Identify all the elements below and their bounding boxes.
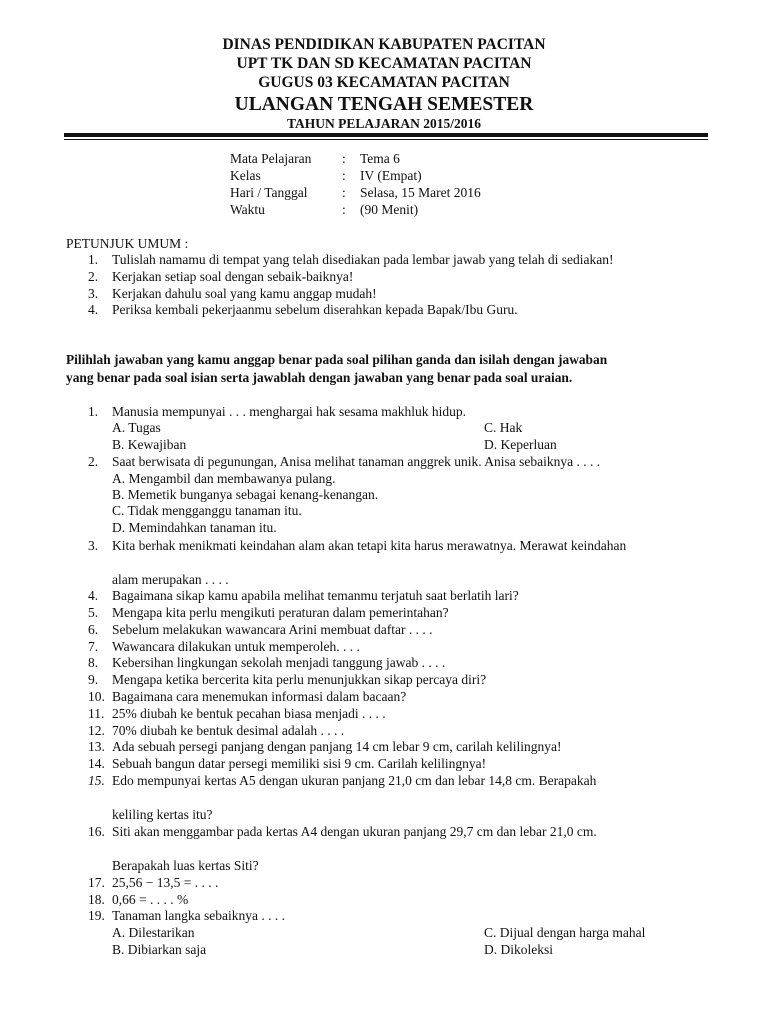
option-b: B. Kewajiban: [112, 437, 187, 452]
header-line-2: UPT TK DAN SD KECAMATAN PACITAN: [236, 55, 532, 72]
question-text: Saat berwisata di pegunungan, Anisa melihat tanaman anggrek unik. Anisa sebaiknya . . . .: [112, 454, 601, 469]
option-d: D. Memindahkan tanaman itu.: [112, 520, 277, 535]
question-text: 25,56 − 13,5 = . . . .: [112, 875, 219, 890]
instruction-number: 1.: [88, 252, 99, 267]
header-divider-thick: [64, 133, 708, 137]
info-key: Mata Pelajaran: [230, 151, 312, 166]
instruction-number: 3.: [88, 286, 99, 301]
question-text: Ada sebuah persegi panjang dengan panjang 14 cm lebar 9 cm, carilah kelilingnya!: [112, 739, 562, 754]
instruction-text: Periksa kembali pekerjaanmu sebelum diserahkan kepada Bapak/Ibu Guru.: [112, 302, 518, 317]
question-text: Tanaman langka sebaiknya . . . .: [112, 908, 285, 923]
info-row-class: [230, 167, 481, 184]
exam-info: [230, 150, 481, 218]
exam-title: ULANGAN TENGAH SEMESTER: [234, 94, 534, 115]
question-text: Siti akan menggambar pada kertas A4 dengan ukuran panjang 29,7 cm dan lebar 21,0 cm.: [112, 824, 597, 839]
info-value: Tema 6: [360, 151, 400, 166]
question-text: 0,66 = . . . . %: [112, 892, 189, 907]
question-text-continued: keliling kertas itu?: [112, 807, 213, 822]
option-c: C. Tidak mengganggu tanaman itu.: [112, 503, 302, 518]
answer-instruction-line-2: yang benar pada soal isian serta jawablah dengan jawaban yang benar pada soal uraian.: [66, 370, 573, 385]
instruction-number: 4.: [88, 302, 99, 317]
info-key: Kelas: [230, 168, 261, 183]
question-text: Bagaimana sikap kamu apabila melihat temanmu terjatuh saat berlatih lari?: [112, 588, 519, 603]
question-text: Mengapa kita perlu mengikuti peraturan dalam pemerintahan?: [112, 605, 449, 620]
option-a: A. Tugas: [112, 420, 161, 435]
question-text: Sebelum melakukan wawancara Arini membuat daftar . . . .: [112, 622, 433, 637]
question-number: 4.: [88, 588, 99, 603]
info-row-time: [230, 201, 481, 218]
question-number: 14.: [88, 756, 105, 771]
instruction-text: Kerjakan setiap soal dengan sebaik-baiknya!: [112, 269, 354, 284]
info-key: Hari / Tanggal: [230, 185, 308, 200]
option-b: B. Memetik bunganya sebagai kenang-kenangan.: [112, 487, 379, 502]
question-text: Sebuah bangun datar persegi memiliki sisi 9 cm. Carilah kelilingnya!: [112, 756, 487, 771]
info-row-date: [230, 184, 481, 201]
question-text-continued: Berapakah luas kertas Siti?: [112, 858, 259, 873]
info-sep: :: [342, 151, 346, 166]
info-sep: :: [342, 202, 346, 217]
option-d: D. Keperluan: [484, 437, 557, 452]
instruction-text: Tulislah namamu di tempat yang telah disediakan pada lembar jawab yang telah di sediakan!: [112, 252, 614, 267]
question-text: Edo mempunyai kertas A5 dengan ukuran panjang 21,0 cm dan lebar 14,8 cm. Berapakah: [112, 773, 597, 788]
info-sep: :: [342, 185, 346, 200]
question-text: Kita berhak menikmati keindahan alam akan tetapi kita harus merawatnya. Merawat keindahan: [112, 538, 627, 553]
question-number: 17.: [88, 875, 105, 890]
question-number: 16.: [88, 824, 105, 839]
question-text-continued: alam merupakan . . . .: [112, 572, 229, 587]
option-b: B. Dibiarkan saja: [112, 942, 207, 957]
question-number: 11.: [88, 706, 105, 721]
question-text: Kebersihan lingkungan sekolah menjadi tanggung jawab . . . .: [112, 655, 446, 670]
header-line-1: DINAS PENDIDIKAN KABUPATEN PACITAN: [222, 36, 546, 53]
academic-year: TAHUN PELAJARAN 2015/2016: [286, 116, 481, 131]
question-text: 70% diubah ke bentuk desimal adalah . . . .: [112, 723, 345, 738]
question-number: 6.: [88, 622, 99, 637]
header-divider-thin: [64, 139, 708, 140]
info-value: Selasa, 15 Maret 2016: [360, 185, 481, 200]
question-number: 10.: [88, 689, 105, 704]
option-d: D. Dikoleksi: [484, 942, 553, 957]
question-number: 12.: [88, 723, 105, 738]
question-number: 9.: [88, 672, 99, 687]
instructions-heading: PETUNJUK UMUM :: [66, 236, 189, 251]
question-text: Wawancara dilakukan untuk memperoleh. . . .: [112, 639, 360, 654]
question-number: 1.: [88, 404, 99, 419]
info-value: (90 Menit): [360, 202, 419, 217]
info-key: Waktu: [230, 202, 265, 217]
option-c: C. Dijual dengan harga mahal: [484, 925, 646, 940]
header-line-3: GUGUS 03 KECAMATAN PACITAN: [258, 74, 510, 91]
instruction-number: 2.: [88, 269, 99, 284]
question-text: Manusia mempunyai . . . menghargai hak sesama makhluk hidup.: [112, 404, 467, 419]
question-number: 7.: [88, 639, 99, 654]
question-number: 19.: [88, 908, 105, 923]
question-number: 18.: [88, 892, 105, 907]
info-row-subject: [230, 150, 481, 167]
option-a: A. Dilestarikan: [112, 925, 195, 940]
question-number: 15.: [88, 773, 105, 788]
question-number: 8.: [88, 655, 99, 670]
info-sep: :: [342, 168, 346, 183]
question-number: 2.: [88, 454, 99, 469]
answer-instruction-line-1: Pilihlah jawaban yang kamu anggap benar pada soal pilihan ganda dan isilah dengan jawaban: [66, 352, 608, 367]
info-value: IV (Empat): [360, 168, 422, 183]
question-text: Bagaimana cara menemukan informasi dalam bacaan?: [112, 689, 407, 704]
question-number: 5.: [88, 605, 99, 620]
option-a: A. Mengambil dan membawanya pulang.: [112, 471, 336, 486]
question-number: 3.: [88, 538, 99, 553]
option-c: C. Hak: [484, 420, 523, 435]
question-number: 13.: [88, 739, 105, 754]
instruction-text: Kerjakan dahulu soal yang kamu anggap mudah!: [112, 286, 377, 301]
question-text: 25% diubah ke bentuk pecahan biasa menjadi . . . .: [112, 706, 386, 721]
question-text: Mengapa ketika bercerita kita perlu menunjukkan sikap percaya diri?: [112, 672, 487, 687]
